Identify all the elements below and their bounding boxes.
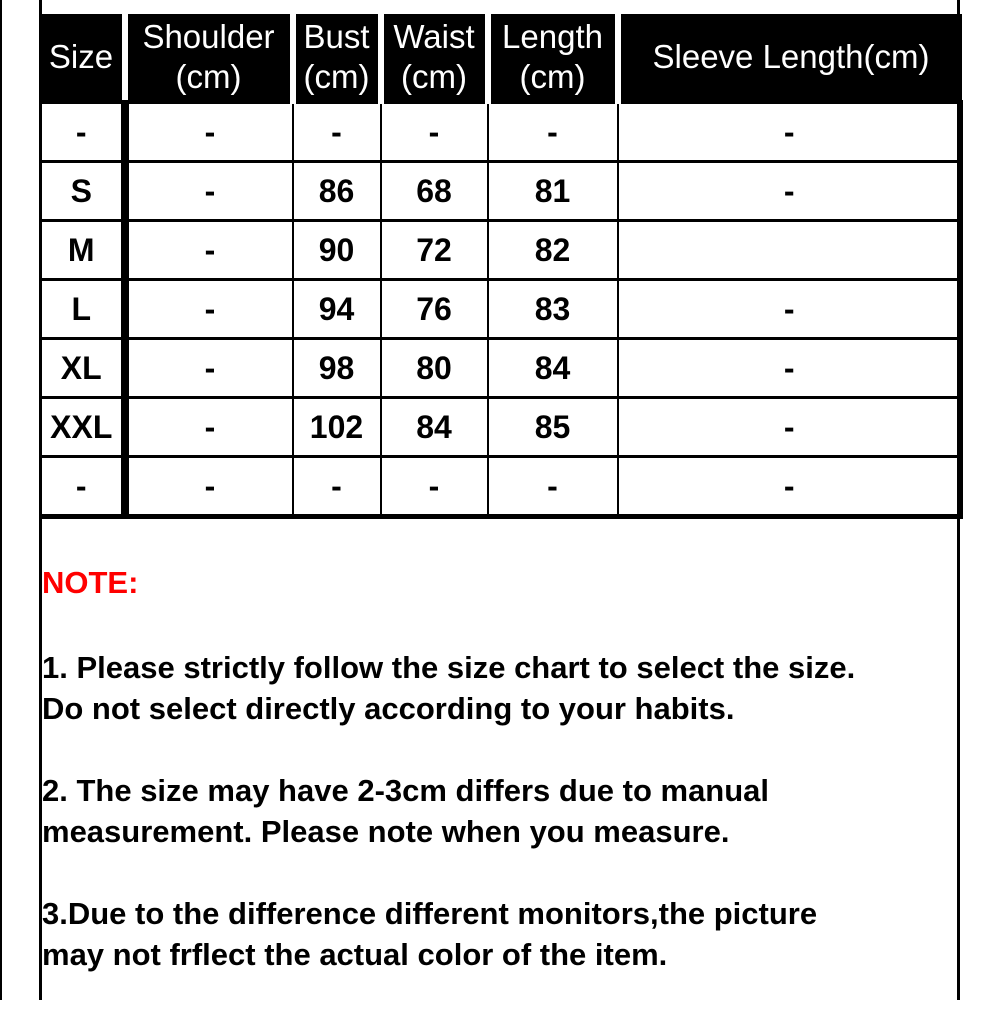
header-shoulder [125,14,293,102]
size-cell: - [41,102,125,162]
waist-cell: 80 [381,339,488,398]
header-length [488,14,618,102]
table-row [41,162,962,221]
table-row [41,221,962,280]
header-shoulder-label: Shoulder [142,18,275,55]
length-cell: - [488,102,618,162]
note-line: 3.Due to the difference different monitors,the picture [42,896,818,931]
size-cell: L [41,280,125,339]
shoulder-cell: - [125,339,293,398]
bust-cell: 90 [293,221,381,280]
waist-cell: - [381,457,488,517]
bust-cell: 86 [293,162,381,221]
header-length-unit: (cm) [519,58,586,95]
length-cell: 84 [488,339,618,398]
bust-cell: 102 [293,398,381,457]
size-cell: - [41,457,125,517]
header-sleeve-length-label: Sleeve Length(cm) [652,38,930,75]
shoulder-cell: - [125,221,293,280]
note-item [42,893,957,975]
bust-cell: - [293,457,381,517]
sleeve-length-cell: - [618,280,962,339]
shoulder-cell: - [125,280,293,339]
sleeve-length-cell: - [618,457,962,517]
waist-cell: - [381,102,488,162]
length-cell: 83 [488,280,618,339]
length-cell: 82 [488,221,618,280]
table-row [41,280,962,339]
note-line: may not frflect the actual color of the item. [42,937,668,972]
table-row [41,398,962,457]
size-chart-table [39,14,963,519]
size-cell: M [41,221,125,280]
header-bust-unit: (cm) [303,58,370,95]
header-length-label: Length [502,18,603,55]
shoulder-cell: - [125,102,293,162]
table-header-row [41,14,962,102]
size-cell: S [41,162,125,221]
shoulder-cell: - [125,398,293,457]
note-line: 2. The size may have 2-3cm differs due to manual [42,773,770,808]
page-left-edge-line [0,0,2,1000]
header-waist-label: Waist [393,18,475,55]
header-sleeve-length [618,14,962,102]
header-size-label: Size [48,38,114,75]
table-row [41,339,962,398]
note-item [42,647,957,729]
sleeve-length-cell: - [618,162,962,221]
bust-cell: 94 [293,280,381,339]
notes-section [42,560,957,1016]
sleeve-length-cell: - [618,398,962,457]
note-line: Do not select directly according to your habits. [42,691,735,726]
length-cell: 81 [488,162,618,221]
shoulder-cell: - [125,457,293,517]
shoulder-cell: - [125,162,293,221]
note-item [42,770,957,852]
note-line: 1. Please strictly follow the size chart to select the size. [42,650,856,685]
header-size [41,14,125,102]
table-row [41,457,962,517]
sleeve-length-cell: - [618,339,962,398]
waist-cell: 72 [381,221,488,280]
header-bust [293,14,381,102]
bust-cell: 98 [293,339,381,398]
header-waist [381,14,488,102]
header-shoulder-unit: (cm) [175,58,242,95]
size-cell: XXL [41,398,125,457]
bust-cell: - [293,102,381,162]
sleeve-length-cell: - [618,102,962,162]
header-waist-unit: (cm) [401,58,467,95]
size-cell: XL [41,339,125,398]
table-row [41,102,962,162]
length-cell: - [488,457,618,517]
waist-cell: 68 [381,162,488,221]
sleeve-length-cell [618,221,962,280]
note-line: measurement. Please note when you measure. [42,814,730,849]
length-cell: 85 [488,398,618,457]
note-title: NOTE: [42,565,139,600]
waist-cell: 84 [381,398,488,457]
waist-cell: 76 [381,280,488,339]
header-bust-label: Bust [303,18,370,55]
